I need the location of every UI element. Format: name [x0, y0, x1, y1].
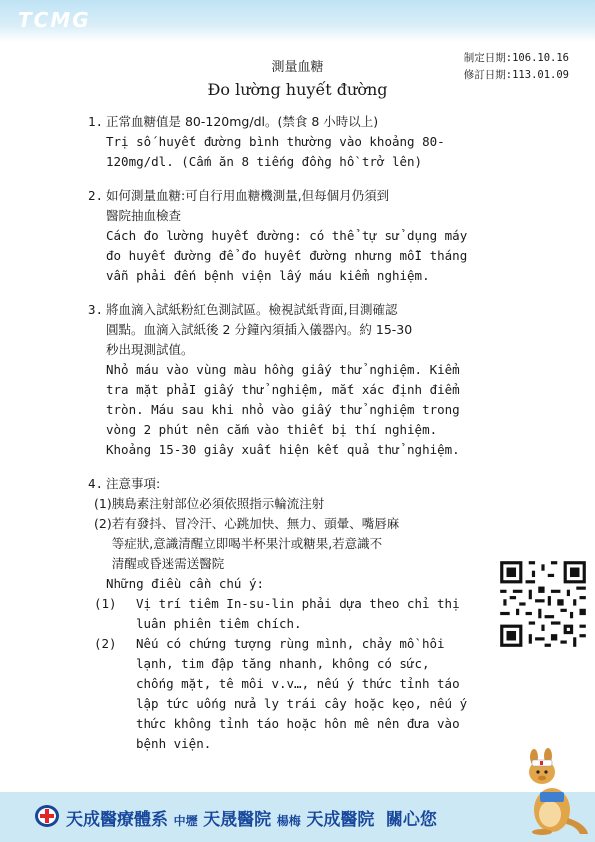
footer-group-name: 天成醫療體系 [66, 810, 168, 830]
brand-logo-text: TCMG [18, 8, 91, 32]
page-title-zh: 測量血糖 [271, 60, 324, 75]
zh-note-label: (1) [94, 496, 112, 511]
section-4-vi-heading: Những điều cần chú ý: [106, 576, 265, 591]
section-1 [88, 112, 498, 172]
section-number: 2. [88, 188, 104, 203]
section-3-zh: 將血滴入試紙粉紅色測試區。檢視試紙背面,目測確認 圓點。血滴入試紙後 2 分鐘內須插入儀器內。約 15-30 秒出現測試值。 [106, 302, 413, 357]
footer-city-1: 中壢 [173, 814, 198, 828]
zh-note-label: (2) [94, 516, 112, 531]
vi-note-item [94, 634, 498, 754]
qr-code[interactable] [497, 558, 589, 650]
vi-note-text: Vị trí tiêm In-su-lin phải dựa theo chỉ thị luân phiên tiêm chích. [136, 596, 460, 631]
section-number: 1. [88, 114, 104, 129]
zh-note-text: 胰島素注射部位必須依照指示輪流注射 [111, 496, 325, 511]
vi-note-label: (1) [94, 596, 117, 611]
section-1-zh: 正常血糖值是 80-120mg/dl。(禁食 8 小時以上) [106, 114, 379, 129]
hospital-cross-logo-icon [34, 803, 60, 829]
section-2-zh: 如何測量血糖:可自行用血糖機測量,但每個月仍須到 醫院抽血檢查 [106, 188, 390, 223]
vi-note-item [94, 594, 498, 634]
section-3 [88, 300, 498, 460]
section-2-vi: Cách đo lường huyết đường: có thể tự sử dụng máy đo huyết đường để đo huyết đường nhưng mỗI tháng vẫn phải đến bệnh viện lấy máu kiểm nghiệm. [106, 228, 468, 283]
footer-city-2: 楊梅 [276, 814, 301, 828]
zh-note-item [94, 494, 498, 514]
section-2 [88, 186, 498, 286]
section-number: 4. [88, 476, 104, 491]
established-date: 制定日期:106.10.16 [463, 52, 569, 64]
vi-note-label: (2) [94, 636, 117, 651]
section-4-zh-heading: 注意事項: [106, 476, 161, 491]
section-number: 3. [88, 302, 104, 317]
section-1-vi: Trị số huyết đường bình thường vào khoảng 80- 120mg/dl. (Cấm ăn 8 tiếng đồng hồ trở lên) [106, 134, 445, 169]
footer-slogan [66, 805, 437, 830]
vi-note-text: Nếu có chứng tượng rùng mình, chảy mồ hôi lạnh, tim đập tăng nhanh, không có sức, chống mặt, tê môi v.v…, nếu ý thức tỉnh táo lập tức uống nửa ly trái cây hoặc kẹo, nếu ý thức không tỉnh táo hoặc hôn mê nên đưa vào bệnh viện. [136, 636, 468, 751]
section-4 [88, 474, 498, 754]
header-bar [0, 0, 595, 42]
document-body [88, 112, 498, 768]
section-3-vi: Nhỏ máu vào vùng màu hồng giấy thử nghiệm. Kiểm tra mặt phảI giấy thử nghiệm, mắt xác định điểm tròn. Máu sau khi nhỏ vào giấy thử nghiệm trong vòng 2 phút nên cắm vào thiết bị thí nghiệm. Khoảng 15-30 giây xuất hiện kết quả thử nghiệm. [106, 362, 460, 457]
kangaroo-nurse-mascot-icon [512, 748, 590, 836]
zh-note-text: 若有發抖、冒冷汗、心跳加快、無力、頭暈、嘴唇麻 等症狀,意識清醒立即喝半杯果汁或糖果,若意識不 清醒或昏迷需送醫院 [111, 516, 400, 571]
footer-hospital-2: 天成醫院 [306, 810, 375, 830]
zh-note-item [94, 514, 498, 574]
footer-care-text: 關心您 [385, 810, 437, 830]
footer-hospital-1: 天晟醫院 [203, 810, 272, 830]
page-title-vi: Đo lường huyết đường [207, 80, 388, 99]
revised-date: 修訂日期:113.01.09 [463, 69, 569, 81]
